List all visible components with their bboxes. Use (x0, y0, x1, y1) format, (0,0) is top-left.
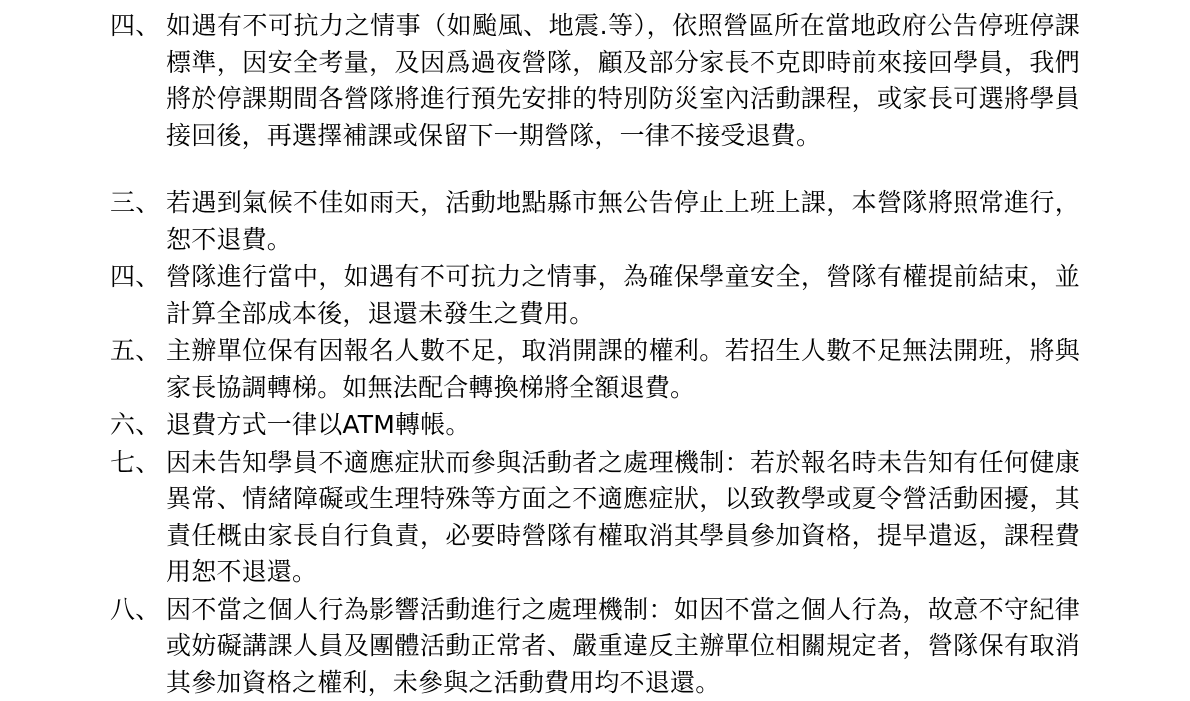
clause-text: 如遇有不可抗力之情事（如颱風、地震.等），依照營區所在當地政府公告停班停課標準，因安全考量，及因爲過夜營隊，顧及部分家長不克即時前來接回學員，我們將於停課期間各營隊將進行預先安排的特別防災室內活動課程，或家長可選將學員接回後，再選擇補課或保留下一期營隊，一律不接受退費。 (166, 8, 1080, 154)
clause-marker: 三、 (110, 185, 166, 222)
clause-item (110, 333, 1080, 406)
clause-text: 營隊進行當中，如遇有不可抗力之情事，為確保學童安全，營隊有權提前結束，並計算全部成本後，退還未發生之費用。 (166, 259, 1080, 332)
clause-item (110, 445, 1080, 591)
clause-marker: 七、 (110, 445, 166, 482)
clause-text: 主辦單位保有因報名人數不足，取消開課的權利。若招生人數不足無法開班，將與家長協調轉梯。如無法配合轉換梯將全額退費。 (166, 333, 1080, 406)
clause-marker: 八、 (110, 592, 166, 629)
clause-item (110, 592, 1080, 701)
clause-text: 若遇到氣候不佳如雨天，活動地點縣市無公告停止上班上課，本營隊將照常進行，恕不退費。 (166, 185, 1080, 258)
clause-marker: 五、 (110, 333, 166, 370)
clause-text: 因未告知學員不適應症狀而參與活動者之處理機制：若於報名時未告知有任何健康異常、情緒障礙或生理特殊等方面之不適應症狀，以致教學或夏令營活動困擾，其責任概由家長自行負責，必要時營隊有權取消其學員參加資格，提早遣返，課程費用恕不退還。 (166, 445, 1080, 591)
clause-text: 退費方式一律以ATM轉帳。 (166, 407, 1080, 444)
clause-marker: 四、 (110, 8, 166, 45)
clause-text: 因不當之個人行為影響活動進行之處理機制：如因不當之個人行為，故意不守紀律或妨礙講課人員及團體活動正常者、嚴重違反主辦單位相關規定者，營隊保有取消其參加資格之權利，未參與之活動費用均不退還。 (166, 592, 1080, 701)
clause-marker: 四、 (110, 259, 166, 296)
paragraph-gap (110, 155, 1080, 185)
terms-clause-list (110, 8, 1080, 701)
clause-item (110, 185, 1080, 258)
clause-item (110, 8, 1080, 154)
clause-marker: 六、 (110, 407, 166, 444)
clause-item (110, 259, 1080, 332)
clause-item (110, 407, 1080, 444)
